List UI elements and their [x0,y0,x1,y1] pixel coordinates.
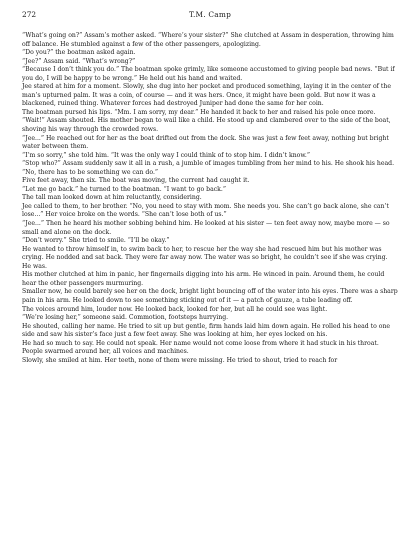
paragraph: Five feet away, then six. The boat was moving, the current had caught it. [22,177,250,185]
paragraph: “Because I don’t think you do.” The boatman spoke grimly, like someone accustomed to giving people bad news. “But if you do, I will be happy to be wrong.” He held out his hand and waited. [22,66,395,82]
running-head-author: T.M. Camp [188,10,232,19]
page-number: 272 [22,10,37,19]
paragraph: The tall man looked down at him reluctantly, considering. [22,194,202,202]
body-text [22,32,398,365]
paragraph: He had so much to say. He could not speak. Her name would not come loose from where it had stuck in his throat. [22,339,379,347]
paragraph: He shouted, calling her name. He tried to sit up but gentle, firm hands laid him down again. He rolled his head to one side and saw his sister’s face just a few feet away. She was looking at him, her eyes locked on his. [22,322,391,339]
paragraph: “Jee?” Assam said. “What’s wrong?” [22,57,136,65]
paragraph: People swarmed around her, all voices and machines. [22,348,189,356]
paragraph: Slowly, she smiled at him. Her teeth, none of them were missing. He tried to shout, tried to reach for [22,356,338,364]
paragraph: Smaller now, he could barely see her on the dock, bright light bouncing off of the water into his eyes. There was a sharp pain in his arm. He looked down to see something sticking out of it — a patch of gauze, a tube leading off. [22,288,398,304]
paragraph: “Jee...” Then he heard his mother sobbing behind him. He looked at his sister — ten feet away now, maybe more — so small and alone on the dock. [22,220,390,236]
paragraph: “I’m so sorry,” she told him. “It was the only way I could think of to stop him. I didn’t know.” [22,151,310,159]
paragraph: “Don’t worry.” She tried to smile. “I’ll be okay.” [22,237,170,245]
paragraph: “Do you?” the boatman asked again. [22,49,136,57]
paragraph: Jee called to them, to her brother. “No, you need to stay with mom. She needs you. She can’t go back alone, she can’t lose...” Her voice broke on the words. “She can’t lose both of us.” [22,202,389,219]
paragraph: “Stop who?” Assam suddenly saw it all in a rush, a jumble of images tumbling from her mind to his. He shook his head. “No, there has to be something we can do.” [22,160,395,176]
paragraph: His mother clutched at him in panic, her fingernails digging into his arm. He winced in pain. Around them, he could hear the other passengers murmuring. [22,271,385,287]
paragraph: “We’re losing her,” someone said. Commotion, footsteps hurrying. [22,314,229,322]
paragraph: “What’s going on?” Assam’s mother asked. “Where’s your sister?” She clutched at Assam in desperation, throwing him off balance. He stumbled against a few of the other passengers, apologizing. [22,32,394,48]
paragraph: The boatman pursed his lips. “Mm. I am sorry, my dear.” He handed it back to her and raised his pole once more. [22,108,376,116]
paragraph: The voices around him, louder now. He looked back, looked for her, but all he could see was light. [22,305,328,313]
paragraph: “Let me go back.” he turned to the boatman. “I want to go back.” [22,185,226,193]
paragraph: He wanted to throw himself in, to swim back to her, to rescue her the way she had rescued him but his mother was crying. He nodded and sat back. They were far away now. The water was so bright, he couldn’t see if she was crying. He was. [22,245,388,270]
paragraph: “Wait!” Assam shouted. His mother began to wail like a child. He stood up and clambered over to the side of the boat, shoving his way through the crowded rows. [22,117,391,134]
paragraph: “Jee...” He reached out for her as the boat drifted out from the dock. She was just a few feet away, nothing but bright water between them. [22,134,389,151]
paragraph: Jee stared at him for a moment. Slowly, she dug into her pocket and produced something, laying it in the center of the man’s upturned palm. It was a coin, of course — and it was hers. Once, it might have been gold. But now it was a blackened, ruined thing. Whatever forces had destroyed Juniper had done the same for her coin. [22,83,391,108]
page-header [22,10,398,26]
